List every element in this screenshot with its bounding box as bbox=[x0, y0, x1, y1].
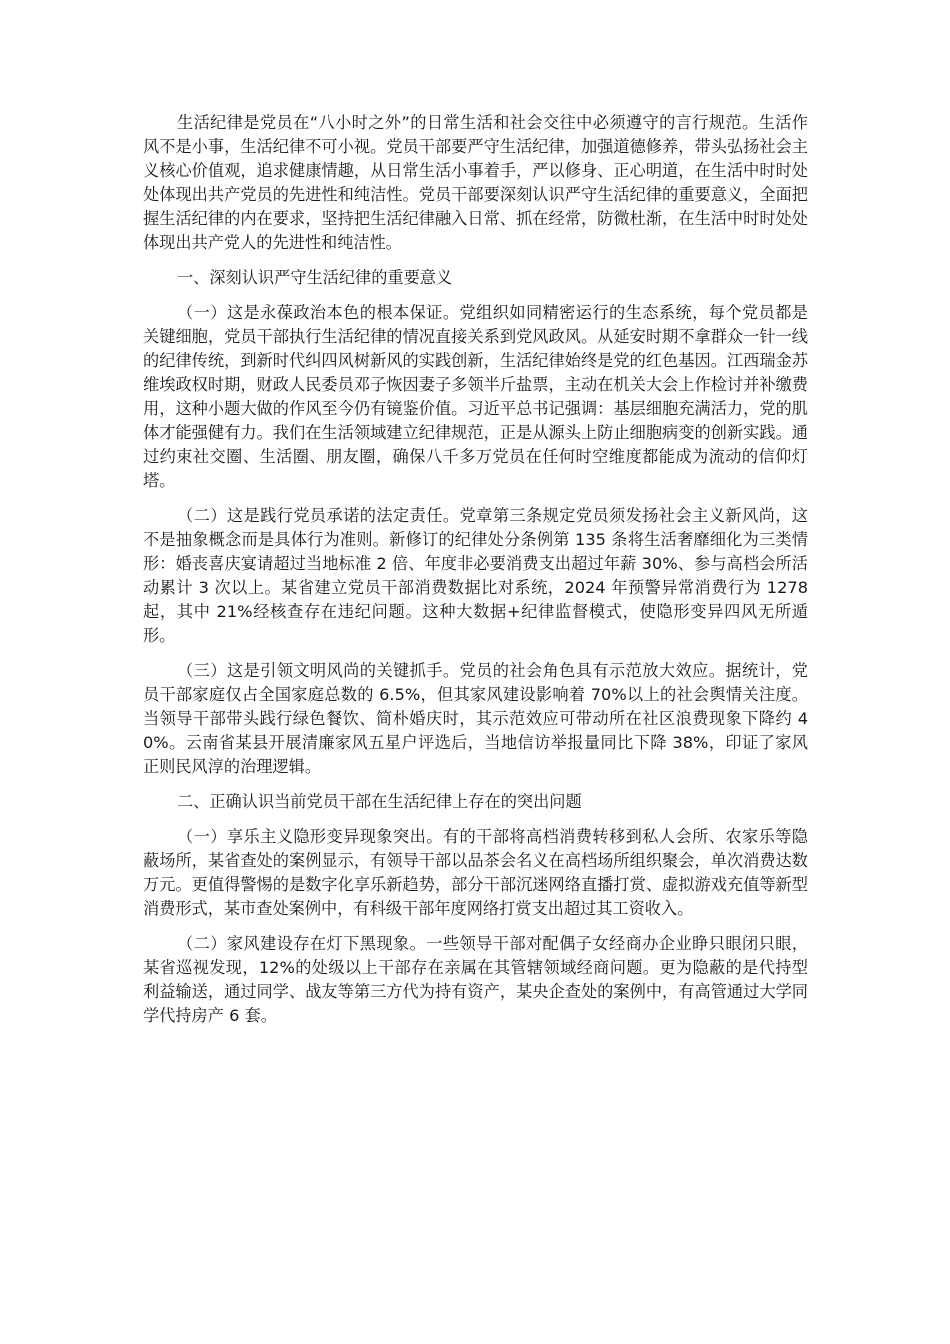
section-heading-2: 二、正确认识当前党员干部在生活纪律上存在的突出问题 bbox=[177, 792, 582, 811]
section-1-point-3: （三）这是引领文明风尚的关键抓手。党员的社会角色具有示范放大效应。据统计，党员干部家庭仅占全国家庭总数的 6.5%，但其家风建设影响着 70%以上的社会舆情关注度。当领导干部带头践行绿色餐饮、简朴婚庆时，其示范效应可带动所在社区浪费现象下降约 40%。云南省某县开展清廉家风五星户评选后，当地信访举报量同比下降 38%，印证了家风正则民风淳的治理逻辑。 bbox=[143, 661, 808, 776]
intro-paragraph: 生活纪律是党员在“八小时之外”的日常生活和社会交往中必须遵守的言行规范。生活作风不是小事，生活纪律不可小视。党员干部要严守生活纪律，加强道德修养，带头弘扬社会主义核心价值观，追求健康情趣，从日常生活小事着手，严以修身、正心明道，在生活中时时处处体现出共产党员的先进性和纯洁性。党员干部要深刻认识严守生活纪律的重要意义，全面把握生活纪律的内在要求，坚持把生活纪律融入日常、抓在经常，防微杜渐，在生活中时时处处体现出共产党人的先进性和纯洁性。 bbox=[143, 113, 808, 252]
section-2-point-2: （二）家风建设存在灯下黑现象。一些领导干部对配偶子女经商办企业睁只眼闭只眼，某省巡视发现，12%的处级以上干部存在亲属在其管辖领域经商问题。更为隐蔽的是代持型利益输送，通过同学、战友等第三方代为持有资产，某央企查处的案例中，有高管通过大学同学代持房产 6 套。 bbox=[143, 934, 808, 1025]
section-1-point-2: （二）这是践行党员承诺的法定责任。党章第三条规定党员须发扬社会主义新风尚，这不是抽象概念而是具体行为准则。新修订的纪律处分条例第 135 条将生活奢靡细化为三类情形：婚丧喜庆宴请超过当地标准 2 倍、年度非必要消费支出超过年薪 30%、参与高档会所活动累计 3 次以上。某省建立党员干部消费数据比对系统，2024 年预警异常消费行为 1278 起，其中 21%经核查存在违纪问题。这种大数据+纪律监督模式，使隐形变异四风无所遁形。 bbox=[143, 506, 808, 645]
section-2-point-1: （一）享乐主义隐形变异现象突出。有的干部将高档消费转移到私人会所、农家乐等隐蔽场所，某省查处的案例显示，有领导干部以品茶会名义在高档场所组织聚会，单次消费达数万元。更值得警惕的是数字化享乐新趋势，部分干部沉迷网络直播打赏、虚拟游戏充值等新型消费形式，某市查处案例中，有科级干部年度网络打赏支出超过其工资收入。 bbox=[143, 827, 808, 918]
section-1-point-1: （一）这是永葆政治本色的根本保证。党组织如同精密运行的生态系统，每个党员都是关键细胞，党员干部执行生活纪律的情况直接关系到党风政风。从延安时期不拿群众一针一线的纪律传统，到新时代纠四风树新风的实践创新，生活纪律始终是党的红色基因。江西瑞金苏维埃政权时期，财政人民委员邓子恢因妻子多领半斤盐票，主动在机关大会上作检讨并补缴费用，这种小题大做的作风至今仍有镜鉴价值。习近平总书记强调：基层细胞充满活力，党的肌体才能强健有力。我们在生活领域建立纪律规范，正是从源头上防止细胞病变的创新实践。通过约束社交圈、生活圈、朋友圈，确保八千多万党员在任何时空维度都能成为流动的信仰灯塔。 bbox=[143, 303, 808, 490]
document-page bbox=[143, 111, 808, 1039]
section-heading-1: 一、深刻认识严守生活纪律的重要意义 bbox=[177, 268, 453, 287]
